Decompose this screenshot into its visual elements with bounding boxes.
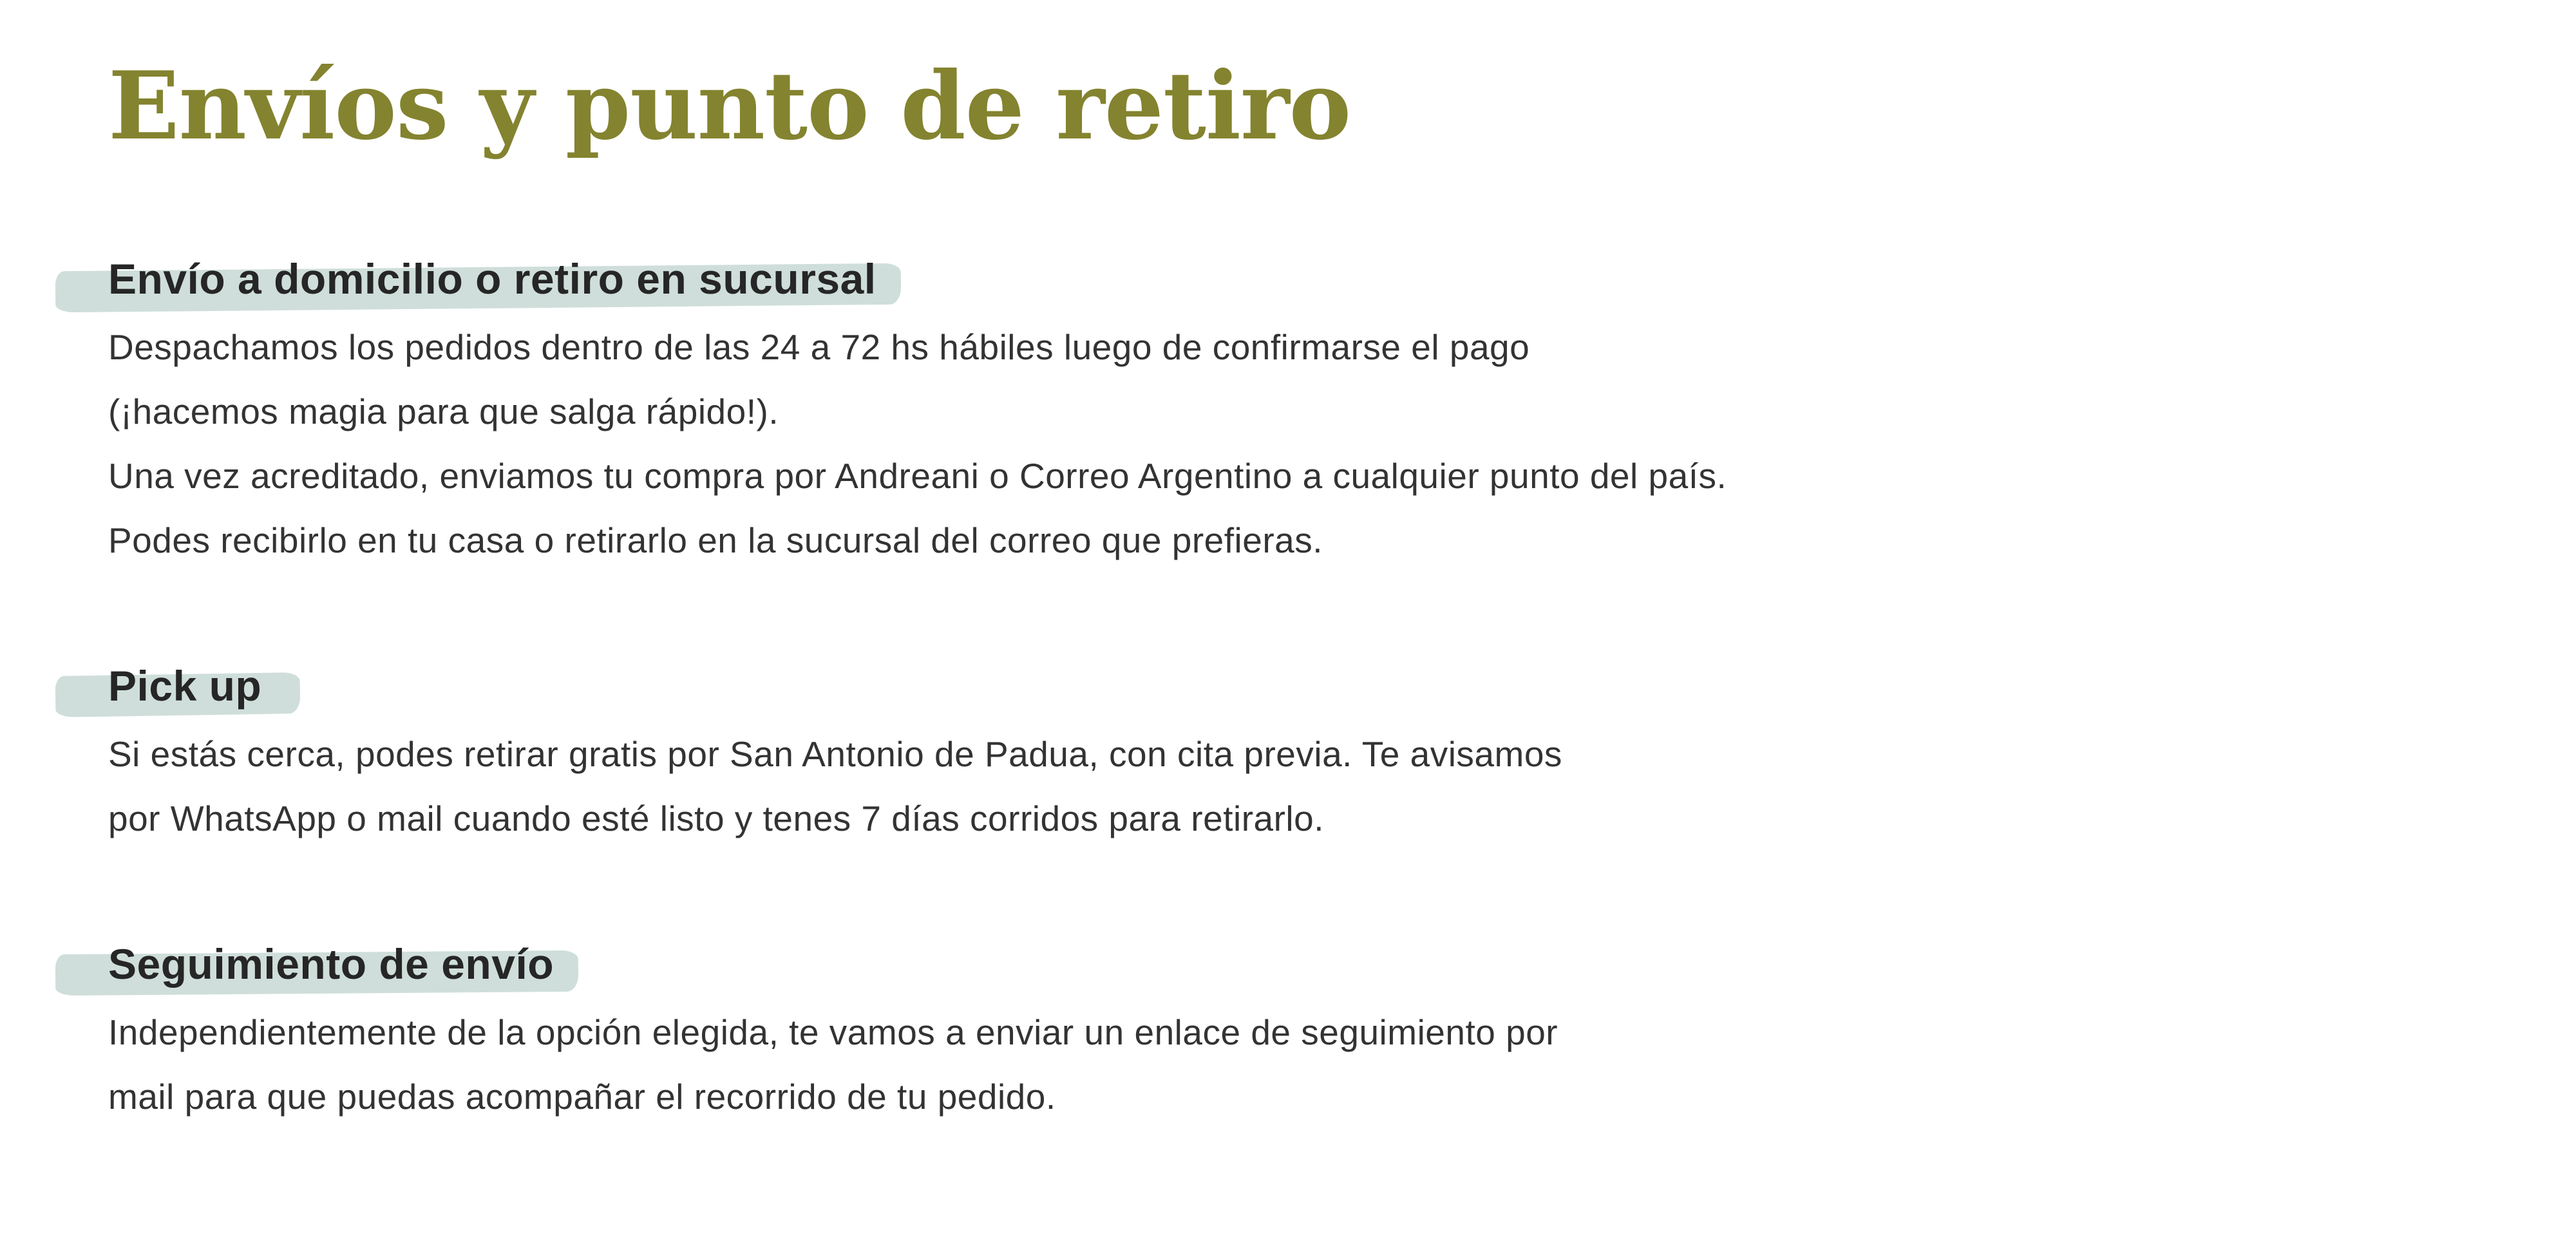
section-body [108,1000,2499,1129]
section-shipment-tracking [108,940,2499,1129]
body-line: Despachamos los pedidos dentro de las 24 a 72 hs hábiles luego de confirmarse el pago [108,327,1530,367]
section-home-delivery [108,254,2499,572]
section-heading-pick-up [108,661,261,710]
body-line: por WhatsApp o mail cuando esté listo y tenes 7 días corridos para retirarlo. [108,798,1325,838]
section-pick-up [108,661,2499,851]
section-body [108,315,2499,572]
section-heading-text: Pick up [108,662,262,710]
body-line: Podes recibirlo en tu casa o retirarlo en la sucursal del correo que prefieras. [108,520,1323,560]
section-heading-shipment-tracking [108,940,554,988]
body-line: Una vez acreditado, enviamos tu compra por Andreani o Correo Argentino a cualquier punto del país. [108,456,1727,496]
body-line: Independientemente de la opción elegida, te vamos a enviar un enlace de seguimiento por [108,1012,1558,1052]
page-title: Envíos y punto de retiro [108,52,1351,161]
section-body [108,722,2499,851]
body-line: Si estás cerca, podes retirar gratis por San Antonio de Padua, con cita previa. Te avisamos [108,734,1562,774]
section-heading-text: Seguimiento de envío [108,940,554,988]
section-heading-text: Envío a domicilio o retiro en sucursal [108,255,876,303]
section-heading-home-delivery [108,254,876,303]
body-line: mail para que puedas acompañar el recorrido de tu pedido. [108,1077,1056,1117]
body-line: (¡hacemos magia para que salga rápido!). [108,392,779,431]
